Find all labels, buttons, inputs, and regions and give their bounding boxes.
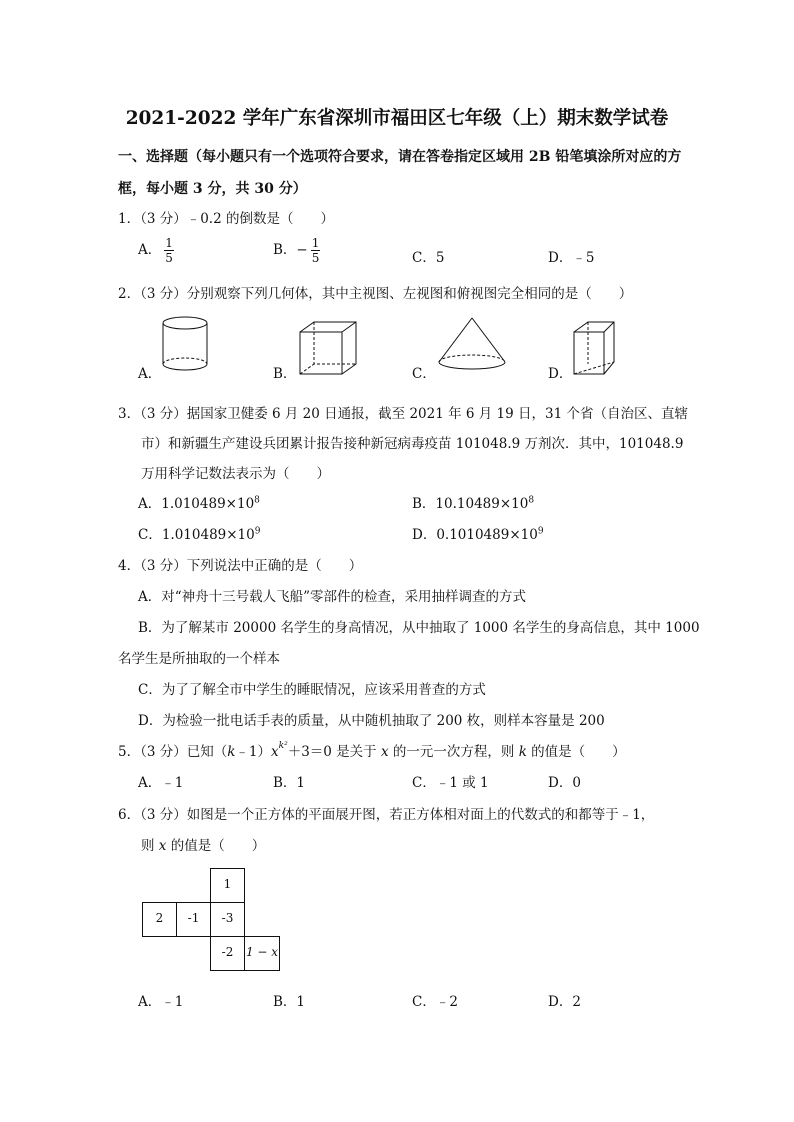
q4-option-c[interactable]: C．为了了解全市中学生的睡眠情况，应该采用普查的方式 [138,682,486,698]
net-cell-bottom: -2 [210,936,245,971]
q3-line2: 市）和新疆生产建设兵团累计报告接种新冠病毒疫苗 101048.9 万剂次．其中，101048.9 [141,436,684,452]
section-header-line1: 一、选择题（每小题只有一个选项符合要求，请在答卷指定区域用 2B 铅笔填涂所对应的方 [118,149,682,165]
q5-option-d[interactable]: D．0 [548,775,581,791]
q2-option-c[interactable]: C． [412,366,436,382]
q1-option-d[interactable]: D．﹣5 [548,250,595,266]
q1-stem: 1．（3 分）﹣0.2 的倒数是（ ） [118,211,334,227]
q6-line2: 则 x 的值是（ ） [141,838,266,854]
q4-stem: 4．（3 分）下列说法中正确的是（ ） [118,558,363,574]
page-title: 2021-2022 学年广东省深圳市福田区七年级（上）期末数学试卷 [125,108,669,129]
q2-option-a[interactable]: A． [138,366,162,382]
q3-option-a[interactable]: A．$1.010489\times 10^8$ [138,495,260,512]
q5-stem: 5．（3 分）已知$(k﹣1)x^{k^2}+3=0$ 是关于 x 的一元一次方程，则 k 的值是（ ） [118,741,626,760]
q3-option-d[interactable]: D．$0.1010489\times 10^9$ [412,526,544,543]
net-cell-left2: -1 [176,902,211,937]
q6-option-c[interactable]: C．﹣2 [412,994,458,1010]
q1-option-c[interactable]: C．5 [412,250,445,266]
q1-option-a[interactable] [138,237,174,264]
section-header-line2: 框，每小题 3 分，共 30 分） [118,181,307,197]
q3-line1: 3．（3 分）据国家卫健委 6 月 20 日通报，截至 2021 年 6 月 19 日，31 个省（自治区、直辖 [118,406,688,422]
q1-option-b-label: B． [273,242,297,258]
q2-option-d[interactable]: D． [548,366,573,382]
q5-option-c[interactable]: C．﹣1 或 1 [412,775,489,791]
cone-figure [436,316,508,374]
q6-option-a[interactable]: A．﹣1 [138,994,184,1010]
cube-figure [298,320,360,378]
q1-option-b-fraction: $\frac{1}{5}$ [311,236,320,265]
q6-line1: 6．（3 分）如图是一个正方体的平面展开图，若正方体相对面上的代数式的和都等于﹣1， [118,807,655,823]
q1-option-b-sign: − [296,242,308,258]
q6-option-d[interactable]: D．2 [548,994,581,1010]
net-cell-top: 1 [210,868,245,903]
q5-option-b[interactable]: B．1 [273,775,306,791]
net-cell-left1: 2 [142,902,177,937]
net-cell-right: 1 − x [244,936,280,971]
q3-option-b[interactable]: B．$10.10489\times 10^8$ [412,495,535,512]
q4-option-b-line2[interactable]: 名学生是所抽取的一个样本 [118,651,280,667]
q4-option-d[interactable]: D．为检验一批电话手表的质量，从中随机抽取了 200 枚，则样本容量是 200 [138,713,605,729]
q1-option-a-label: A． [138,242,162,258]
net-cell-center: -3 [210,902,245,937]
q2-option-b[interactable]: B． [273,366,297,382]
q3-line3: 万用科学记数法表示为（ ） [141,466,330,482]
q4-option-b-line1[interactable]: B．为了解某市 20000 名学生的身高情况，从中抽取了 1000 名学生的身高信息，其中 1000 [138,620,700,636]
q5-option-a[interactable]: A．﹣1 [138,775,184,791]
q1-option-a-fraction: $\frac{1}{5}$ [165,236,173,265]
q1-option-b[interactable] [273,237,320,264]
cylinder-figure [160,316,210,374]
q4-option-a[interactable]: A．对“神舟十三号载人飞船”零部件的检查，采用抽样调查的方式 [138,589,527,605]
q6-option-b[interactable]: B．1 [273,994,306,1010]
q3-option-c[interactable]: C．$1.010489\times 10^9$ [138,526,261,543]
triangular-prism-figure [572,320,618,378]
q2-stem: 2．（3 分）分别观察下列几何体，其中主视图、左视图和俯视图完全相同的是（ ） [118,286,633,302]
